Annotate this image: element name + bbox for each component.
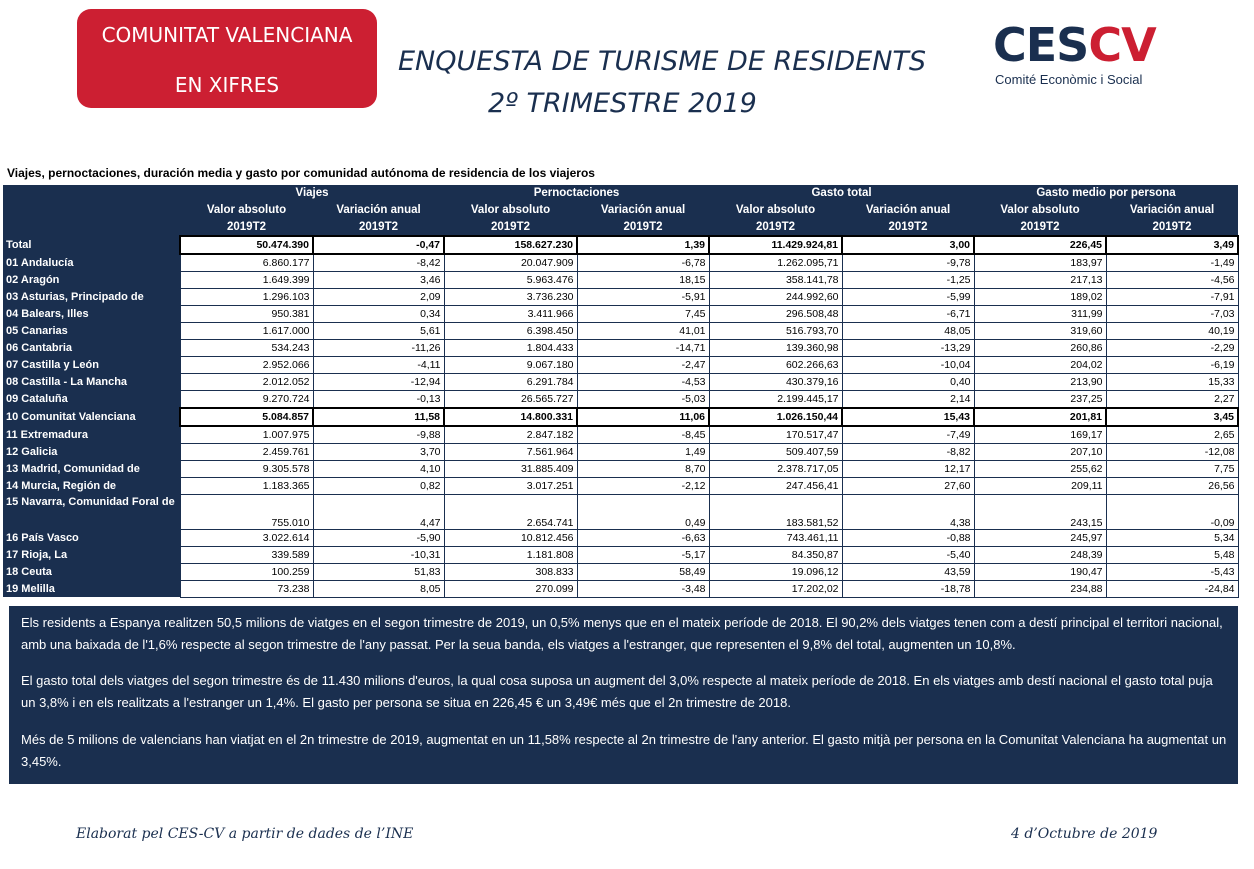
table-row xyxy=(3,444,1238,461)
table-cell: 43,59 xyxy=(842,564,974,581)
table-cell: 950.381 xyxy=(180,306,313,323)
table-cell: 516.793,70 xyxy=(709,323,842,340)
table-cell: 0,82 xyxy=(313,478,444,495)
table-cell: 0,40 xyxy=(842,374,974,391)
table-cell: 3,46 xyxy=(313,272,444,289)
table-cell: 1,39 xyxy=(577,236,709,254)
table-cell: 170.517,47 xyxy=(709,426,842,444)
table-row xyxy=(3,374,1238,391)
table-cell: 4,10 xyxy=(313,461,444,478)
table-cell: 0,49 xyxy=(577,495,709,530)
table-row xyxy=(3,564,1238,581)
table-cell: 234,88 xyxy=(974,581,1106,598)
table-cell: 243,15 xyxy=(974,495,1106,530)
column-header: Valor absoluto xyxy=(206,203,287,216)
row-label: 13 Madrid, Comunidad de xyxy=(6,463,140,475)
table-cell: 6.398.450 xyxy=(444,323,577,340)
table-row xyxy=(3,236,1238,254)
period-header: 2019T2 xyxy=(1152,220,1192,233)
table-cell: -0,88 xyxy=(842,530,974,547)
table-cell: -8,45 xyxy=(577,426,709,444)
table-cell: 5,34 xyxy=(1106,530,1238,547)
table-cell: 1.183.365 xyxy=(180,478,313,495)
table-cell: 48,05 xyxy=(842,323,974,340)
table-cell: 248,39 xyxy=(974,547,1106,564)
table-cell: 244.992,60 xyxy=(709,289,842,306)
table-cell: 255,62 xyxy=(974,461,1106,478)
row-label: 01 Andalucía xyxy=(6,256,74,269)
table-cell: 11,58 xyxy=(313,408,444,426)
row-label: 12 Galicia xyxy=(6,446,58,458)
table-cell: -6,19 xyxy=(1106,357,1238,374)
table-cell: 2.199.445,17 xyxy=(709,391,842,409)
table-row xyxy=(3,272,1238,289)
table-cell: 296.508,48 xyxy=(709,306,842,323)
table-cell: 190,47 xyxy=(974,564,1106,581)
note-paragraph: Els residents a Espanya realitzen 50,5 milions de viatges en el segon trimestre de 2019, un 0,5% menys que en el mateix període de 2018. El 90,2% dels viatges tenen com a destí principal el territori nacional, amb una baixada de l'1,6% respecte al segon trimestre de l'any passat. Per la seua banda, els viatges a l'estranger, que representen el 9,8% del total, augmenten un 10,8%. xyxy=(21,615,1223,652)
table-cell: 7.561.964 xyxy=(444,444,577,461)
table-cell: 743.461,11 xyxy=(709,530,842,547)
logo-cv-text: CV xyxy=(1088,18,1156,72)
table-cell: 2.847.182 xyxy=(444,426,577,444)
table-cell: 1.296.103 xyxy=(180,289,313,306)
table-cell: 217,13 xyxy=(974,272,1106,289)
table-cell: -5,40 xyxy=(842,547,974,564)
period-header: 2019T2 xyxy=(756,220,796,233)
table-cell: -8,42 xyxy=(313,254,444,272)
table-cell: 100.259 xyxy=(180,564,313,581)
row-label: 19 Melilla xyxy=(6,583,55,595)
table-cell: 3,00 xyxy=(842,236,974,254)
table-cell: 755.010 xyxy=(180,495,313,530)
region-badge xyxy=(77,9,377,108)
table-cell: -5,17 xyxy=(577,547,709,564)
table-cell: 1.181.808 xyxy=(444,547,577,564)
table-cell: 358.141,78 xyxy=(709,272,842,289)
table-cell: 169,17 xyxy=(974,426,1106,444)
data-table-panel xyxy=(3,185,1238,597)
table-cell: 8,70 xyxy=(577,461,709,478)
table-cell: 204,02 xyxy=(974,357,1106,374)
table-row xyxy=(3,530,1238,547)
table-cell: -7,49 xyxy=(842,426,974,444)
row-label: 08 Castilla - La Mancha xyxy=(6,376,128,388)
group-header: Viajes xyxy=(295,187,329,199)
table-cell: 0,34 xyxy=(313,306,444,323)
table-cell: 3,45 xyxy=(1106,408,1238,426)
table-cell: 2.012.052 xyxy=(180,374,313,391)
table-cell: 7,45 xyxy=(577,306,709,323)
row-label: 02 Aragón xyxy=(6,274,60,286)
table-cell: -4,56 xyxy=(1106,272,1238,289)
table-cell: 15,33 xyxy=(1106,374,1238,391)
table-cell: 7,75 xyxy=(1106,461,1238,478)
table-cell: 1.617.000 xyxy=(180,323,313,340)
table-cell: 15,43 xyxy=(842,408,974,426)
column-header: Variación anual xyxy=(600,203,686,216)
table-cell: 3.022.614 xyxy=(180,530,313,547)
row-label: 07 Castilla y León xyxy=(6,359,99,371)
table-cell: -6,78 xyxy=(577,254,709,272)
table-row xyxy=(3,478,1238,495)
table-cell: 2,09 xyxy=(313,289,444,306)
table-row xyxy=(3,408,1238,426)
table-cell: -6,71 xyxy=(842,306,974,323)
table-cell: 12,17 xyxy=(842,461,974,478)
column-header: Valor absoluto xyxy=(735,203,816,216)
table-cell: 247.456,41 xyxy=(709,478,842,495)
row-label: 06 Cantabria xyxy=(6,342,73,354)
period-header: 2019T2 xyxy=(491,220,531,233)
row-label: 16 País Vasco xyxy=(6,532,79,544)
table-cell: -5,03 xyxy=(577,391,709,409)
table-cell: -4,11 xyxy=(313,357,444,374)
table-cell: 311,99 xyxy=(974,306,1106,323)
table-row xyxy=(3,254,1238,272)
group-header: Pernoctaciones xyxy=(533,187,620,199)
table-cell: 4,38 xyxy=(842,495,974,530)
period-header: 2019T2 xyxy=(1020,220,1060,233)
table-cell: -9,78 xyxy=(842,254,974,272)
table-cell: 11,06 xyxy=(577,408,709,426)
row-label: 15 Navarra, Comunidad Foral de xyxy=(6,495,175,508)
group-header: Gasto total xyxy=(811,187,872,199)
table-row xyxy=(3,547,1238,564)
note-paragraph: Més de 5 milions de valencians han viatjat en el 2n trimestre de 2019, augmentat en un 11,58% respecte al 2n trimestre de l'any anterior. El gasto mitjà per persona en la Comunitat Valenciana ha augmentat un 3,45%. xyxy=(21,732,1227,769)
table-cell: 430.379,16 xyxy=(709,374,842,391)
table-cell: -5,43 xyxy=(1106,564,1238,581)
table-cell: 2,27 xyxy=(1106,391,1238,409)
period-header: 2019T2 xyxy=(359,220,399,233)
table-cell: 213,90 xyxy=(974,374,1106,391)
table-cell: 9.305.578 xyxy=(180,461,313,478)
table-cell: -0,13 xyxy=(313,391,444,409)
table-row xyxy=(3,426,1238,444)
table-cell: -13,29 xyxy=(842,340,974,357)
logo-subtitle: Comité Econòmic i Social xyxy=(995,72,1143,87)
corner-cell xyxy=(3,185,180,201)
table-cell: 19.096,12 xyxy=(709,564,842,581)
period-header: 2019T2 xyxy=(623,220,663,233)
table-cell: -7,03 xyxy=(1106,306,1238,323)
table-cell: 139.360,98 xyxy=(709,340,842,357)
table-cell: 3,49 xyxy=(1106,236,1238,254)
table-cell: 1.007.975 xyxy=(180,426,313,444)
cescv-logo xyxy=(993,18,1163,98)
table-cell: -10,04 xyxy=(842,357,974,374)
row-label: Total xyxy=(6,239,32,251)
tourism-table xyxy=(3,185,1239,598)
table-cell: 2.459.761 xyxy=(180,444,313,461)
table-row xyxy=(3,391,1238,409)
footer-source: Elaborat pel CES-CV a partir de dades de l’INE xyxy=(76,826,414,842)
table-cell: -12,08 xyxy=(1106,444,1238,461)
table-cell: 26,56 xyxy=(1106,478,1238,495)
table-cell: 1,49 xyxy=(577,444,709,461)
table-cell: -2,12 xyxy=(577,478,709,495)
table-row xyxy=(3,306,1238,323)
table-cell: 158.627.230 xyxy=(444,236,577,254)
table-cell: 1.804.433 xyxy=(444,340,577,357)
table-cell: 18,15 xyxy=(577,272,709,289)
logo-ces-text: CES xyxy=(993,18,1089,72)
title-line-1: ENQUESTA DE TURISME DE RESIDENTS xyxy=(398,46,927,77)
table-cell: 245,97 xyxy=(974,530,1106,547)
column-header: Valor absoluto xyxy=(1000,203,1080,216)
table-cell: -5,90 xyxy=(313,530,444,547)
table-cell: 1.026.150,44 xyxy=(709,408,842,426)
table-cell: 9.270.724 xyxy=(180,391,313,409)
table-row xyxy=(3,357,1238,374)
table-cell: -5,91 xyxy=(577,289,709,306)
table-cell: 3,70 xyxy=(313,444,444,461)
table-cell: 1.262.095,71 xyxy=(709,254,842,272)
table-cell: 31.885.409 xyxy=(444,461,577,478)
table-cell: 10.812.456 xyxy=(444,530,577,547)
table-cell: 9.067.180 xyxy=(444,357,577,374)
table-cell: 27,60 xyxy=(842,478,974,495)
period-header: 2019T2 xyxy=(226,220,266,233)
column-header: Variación anual xyxy=(336,203,421,216)
table-cell: 11.429.924,81 xyxy=(709,236,842,254)
table-cell: -8,82 xyxy=(842,444,974,461)
row-label: 18 Ceuta xyxy=(6,566,52,578)
table-cell: 5,61 xyxy=(313,323,444,340)
table-cell: 50.474.390 xyxy=(180,236,313,254)
table-cell: 339.589 xyxy=(180,547,313,564)
table-cell: -10,31 xyxy=(313,547,444,564)
table-cell: 2.952.066 xyxy=(180,357,313,374)
column-header: Variación anual xyxy=(865,203,951,216)
table-cell: 183,97 xyxy=(974,254,1106,272)
table-cell: 270.099 xyxy=(444,581,577,598)
table-cell: 8,05 xyxy=(313,581,444,598)
table-row xyxy=(3,289,1238,306)
table-row xyxy=(3,340,1238,357)
table-cell: 5.084.857 xyxy=(180,408,313,426)
table-cell: 226,45 xyxy=(974,236,1106,254)
table-cell: 3.017.251 xyxy=(444,478,577,495)
table-title: Viajes, pernoctaciones, duración media y gasto por comunidad autónoma de residencia de los viajeros xyxy=(7,166,595,180)
table-cell: 20.047.909 xyxy=(444,254,577,272)
table-cell: 40,19 xyxy=(1106,323,1238,340)
table-cell: 17.202,02 xyxy=(709,581,842,598)
corner-cell xyxy=(3,218,180,236)
table-cell: 183.581,52 xyxy=(709,495,842,530)
table-cell: 534.243 xyxy=(180,340,313,357)
table-row xyxy=(3,323,1238,340)
table-cell: 5.963.476 xyxy=(444,272,577,289)
table-cell: -2,29 xyxy=(1106,340,1238,357)
table-cell: 73.238 xyxy=(180,581,313,598)
table-cell: 2,14 xyxy=(842,391,974,409)
note-paragraph: El gasto total dels viatges del segon trimestre és de 11.430 milions d'euros, la qual cosa suposa un augment del 3,0% respecte al mateix període de 2018. En els viatges amb destí nacional el gasto total puja un 3,8% i en els realitzats a l'estranger un 1,4%. El gasto per persona se situa en 226,45 € un 3,49€ més que el 2n trimestre de 2018. xyxy=(21,673,1213,710)
column-header: Variación anual xyxy=(1129,203,1215,216)
table-cell: 207,10 xyxy=(974,444,1106,461)
column-header: Valor absoluto xyxy=(470,203,551,216)
table-cell: -5,99 xyxy=(842,289,974,306)
table-cell: 5,48 xyxy=(1106,547,1238,564)
table-cell: -0,09 xyxy=(1106,495,1238,530)
footer-date: 4 d’Octubre de 2019 xyxy=(1011,826,1158,842)
row-label: 09 Cataluña xyxy=(6,393,68,406)
table-cell: 14.800.331 xyxy=(444,408,577,426)
table-cell: -11,26 xyxy=(313,340,444,357)
table-cell: -24,84 xyxy=(1106,581,1238,598)
table-cell: 1.649.399 xyxy=(180,272,313,289)
badge-line-2: EN XIFRES xyxy=(174,73,280,97)
table-cell: 509.407,59 xyxy=(709,444,842,461)
table-cell: 260,86 xyxy=(974,340,1106,357)
table-cell: -6,63 xyxy=(577,530,709,547)
title-line-2: 2º TRIMESTRE 2019 xyxy=(488,88,757,119)
table-cell: 602.266,63 xyxy=(709,357,842,374)
row-label: 17 Rioja, La xyxy=(6,549,68,561)
table-cell: 2.654.741 xyxy=(444,495,577,530)
table-cell: 51,83 xyxy=(313,564,444,581)
table-cell: 41,01 xyxy=(577,323,709,340)
table-cell: 308.833 xyxy=(444,564,577,581)
badge-line-1: COMUNITAT VALENCIANA xyxy=(101,23,353,47)
table-cell: 2,65 xyxy=(1106,426,1238,444)
logo-mark xyxy=(993,18,1156,72)
row-label: 05 Canarias xyxy=(6,325,68,337)
table-cell: 6.291.784 xyxy=(444,374,577,391)
group-header: Gasto medio por persona xyxy=(1036,187,1176,199)
table-row xyxy=(3,495,1238,530)
table-cell: -3,48 xyxy=(577,581,709,598)
table-cell: -12,94 xyxy=(313,374,444,391)
table-cell: 4,47 xyxy=(313,495,444,530)
table-cell: 3.736.230 xyxy=(444,289,577,306)
table-cell: 58,49 xyxy=(577,564,709,581)
table-cell: -14,71 xyxy=(577,340,709,357)
table-cell: -1,25 xyxy=(842,272,974,289)
table-cell: -4,53 xyxy=(577,374,709,391)
table-row xyxy=(3,581,1238,598)
row-label: 11 Extremadura xyxy=(6,428,88,441)
table-cell: 84.350,87 xyxy=(709,547,842,564)
table-cell: 189,02 xyxy=(974,289,1106,306)
summary-note-box xyxy=(9,606,1238,784)
table-cell: -18,78 xyxy=(842,581,974,598)
table-cell: -2,47 xyxy=(577,357,709,374)
table-cell: 6.860.177 xyxy=(180,254,313,272)
table-cell: -9,88 xyxy=(313,426,444,444)
table-cell: 3.411.966 xyxy=(444,306,577,323)
table-cell: 2.378.717,05 xyxy=(709,461,842,478)
row-label: 14 Murcia, Región de xyxy=(6,480,117,492)
corner-cell xyxy=(3,201,180,218)
period-header: 2019T2 xyxy=(888,220,928,233)
table-cell: 237,25 xyxy=(974,391,1106,409)
table-cell: 26.565.727 xyxy=(444,391,577,409)
table-cell: -1,49 xyxy=(1106,254,1238,272)
table-cell: 319,60 xyxy=(974,323,1106,340)
table-cell: -7,91 xyxy=(1106,289,1238,306)
table-cell: 209,11 xyxy=(974,478,1106,495)
row-label: 04 Balears, Illes xyxy=(6,308,89,320)
row-label: 03 Asturias, Principado de xyxy=(6,291,144,303)
table-cell: -0,47 xyxy=(313,236,444,254)
table-cell: 201,81 xyxy=(974,408,1106,426)
table-row xyxy=(3,461,1238,478)
row-label: 10 Comunitat Valenciana xyxy=(6,411,136,423)
